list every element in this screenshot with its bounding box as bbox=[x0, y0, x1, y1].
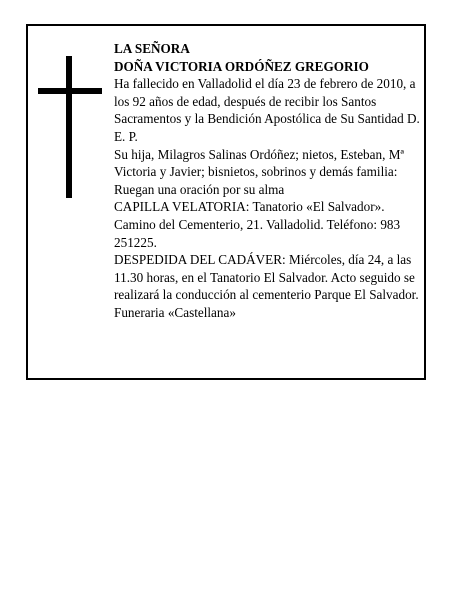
family-list: Su hija, Milagros Salinas Ordóñez; nietos, Esteban, Mª Victoria y Javier; bisnietos, sobrinos y demás familia: bbox=[114, 146, 405, 180]
wake-chapel-info: CAPILLA VELATORIA: Tanatorio «El Salvador». Camino del Cementerio, 21. Valladolid. Teléfono: 983 251225. bbox=[114, 199, 401, 250]
notice-title: LA SEÑORA bbox=[114, 41, 190, 56]
deceased-name: DOÑA VICTORIA ORDÓÑEZ GREGORIO bbox=[114, 58, 369, 74]
prayer-request: Ruegan una oración por su alma bbox=[114, 181, 285, 197]
cross-horizontal-bar bbox=[38, 88, 102, 94]
notice-text bbox=[114, 40, 424, 322]
death-announcement: Ha fallecido en Valladolid el día 23 de febrero de 2010, a los 92 años de edad, después de recibir los Santos Sacramentos y la Bendición Apostólica de Su Santidad D. E. P. bbox=[114, 76, 420, 144]
cross-icon bbox=[38, 56, 102, 198]
cross-vertical-bar bbox=[66, 56, 72, 198]
funeral-home: Funeraria «Castellana» bbox=[114, 304, 236, 320]
farewell-info: DESPEDIDA DEL CADÁVER: Miércoles, día 24, a las 11.30 horas, en el Tanatorio El Salvador. Acto seguido se realizará la conducción al cementerio Parque El Salvador. bbox=[114, 252, 419, 303]
obituary-notice bbox=[26, 24, 426, 380]
